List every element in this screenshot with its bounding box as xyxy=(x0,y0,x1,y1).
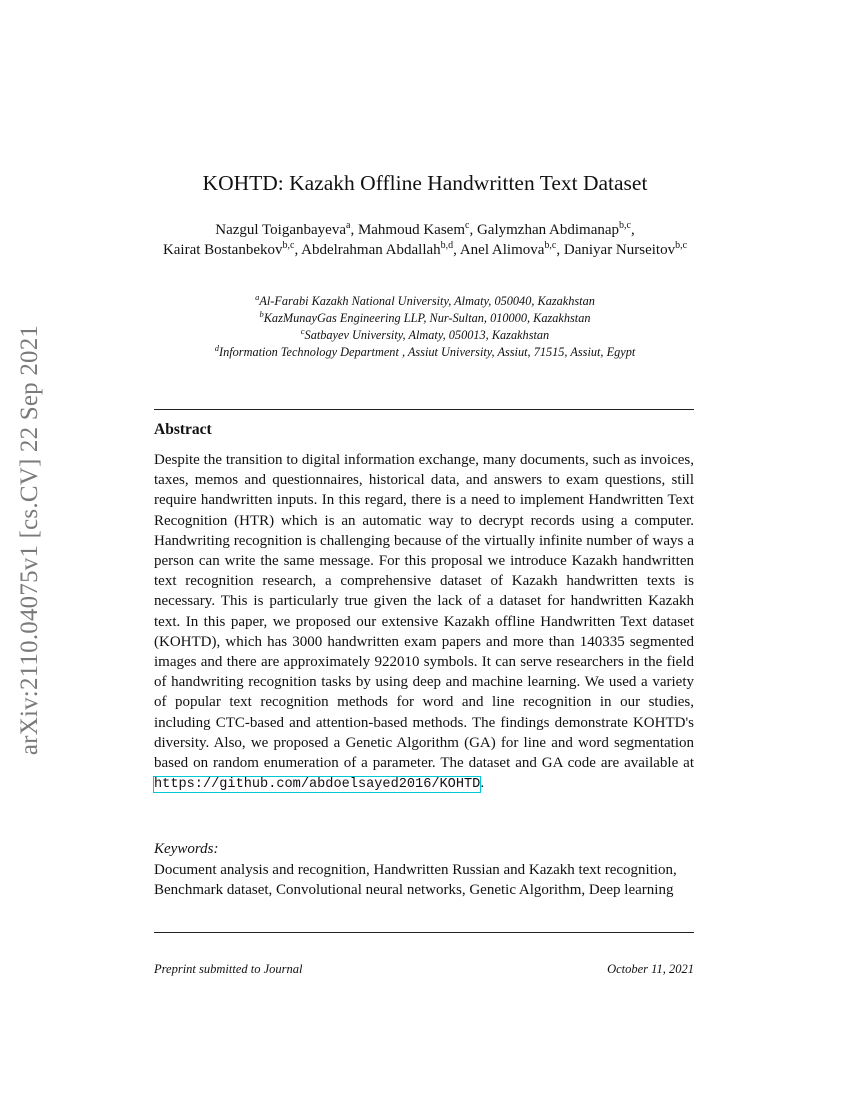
abstract-text: Despite the transition to digital information exchange, many documents, such as invoices, taxes, memos and questionnaires, historical data, and answers to exam questions, still require handwritten inputs. In this regard, there is a need to implement Handwritten Text Recognition (HTR) which is an automatic way to decrypt records using a computer. Handwriting recognition is challenging because of the virtually infinite number of ways a person can write the same message. For this proposal we introduce Kazakh handwritten text recognition research, a comprehensive dataset of Kazakh handwritten texts is necessary. This is particularly true given the lack of a dataset for handwritten Kazakh text. In this paper, we proposed our extensive Kazakh offline Handwritten Text dataset (KOHTD), which has 3000 handwritten exam papers and more than 140335 segmented images and there are approximately 922010 symbols. It can serve researchers in the field of handwriting recognition tasks by using deep and machine learning. We used a variety of popular text recognition methods for word and line recognition in our studies, including CTC-based and attention-based methods. The findings demonstrate KOHTD's diversity. Also, we proposed a Genetic Algorithm (GA) for line and word segmentation based on random enumeration of a parameter. The dataset and GA code are available at https://github.com/abdoelsayed2016/KOHTD. xyxy=(154,452,694,793)
author-affil: b,c xyxy=(675,240,688,251)
author: , Abdelrahman Abdallah xyxy=(294,242,441,258)
author-affil: a xyxy=(345,220,351,231)
author: , Anel Alimova xyxy=(453,242,545,258)
top-divider xyxy=(154,409,694,410)
author-affil: b,c xyxy=(619,220,631,231)
author: , Mahmoud Kasem xyxy=(350,222,466,238)
author: , Galymzhan Abdimanap xyxy=(469,222,620,238)
footer-date: October 11, 2021 xyxy=(607,962,694,976)
author-affil: b,d xyxy=(440,240,454,251)
author: Kairat Bostanbekov xyxy=(162,242,283,258)
author-sep: , xyxy=(630,222,635,238)
affiliation: $^d$Information Technology Department , Assiut University, Assiut, 71515, Assiut, Egypt xyxy=(214,342,636,359)
affiliation: $^a$Al-Farabi Kazakh National University, Almaty, 050040, Kazakhstan xyxy=(255,291,595,308)
author: Nazgul Toiganbayeva xyxy=(215,222,346,238)
affiliation: $^b$KazMunayGas Engineering LLP, Nur-Sultan, 010000, Kazakhstan xyxy=(259,308,591,325)
abstract-heading: Abstract xyxy=(154,421,212,438)
affiliation-list xyxy=(120,293,730,361)
author: , Daniyar Nurseitov xyxy=(556,242,676,258)
keywords-text: Document analysis and recognition, Handwritten Russian and Kazakh text recognition, Benchmark dataset, Convolutional neural networks, Genetic Algorithm, Deep learning xyxy=(154,862,677,899)
author-affil: c xyxy=(465,220,470,231)
affiliation: $^c$Satbayev University, Almaty, 050013, Kazakhstan xyxy=(300,325,550,342)
bottom-divider xyxy=(154,932,694,933)
author-list xyxy=(150,220,700,260)
author-affil: b,c xyxy=(282,240,295,251)
dataset-link[interactable]: https://github.com/abdoelsayed2016/KOHTD xyxy=(154,777,481,793)
arxiv-stamp xyxy=(12,300,48,780)
author-affil: b,c xyxy=(544,240,557,251)
arxiv-stamp-text: arXiv:2110.04075v1 [cs.CV] 22 Sep 2021 xyxy=(16,324,43,756)
keywords-heading: Keywords: xyxy=(154,841,219,857)
footer-preprint-note: Preprint submitted to Journal xyxy=(154,962,303,976)
paper-title: KOHTD: Kazakh Offline Handwritten Text Dataset xyxy=(202,171,648,195)
